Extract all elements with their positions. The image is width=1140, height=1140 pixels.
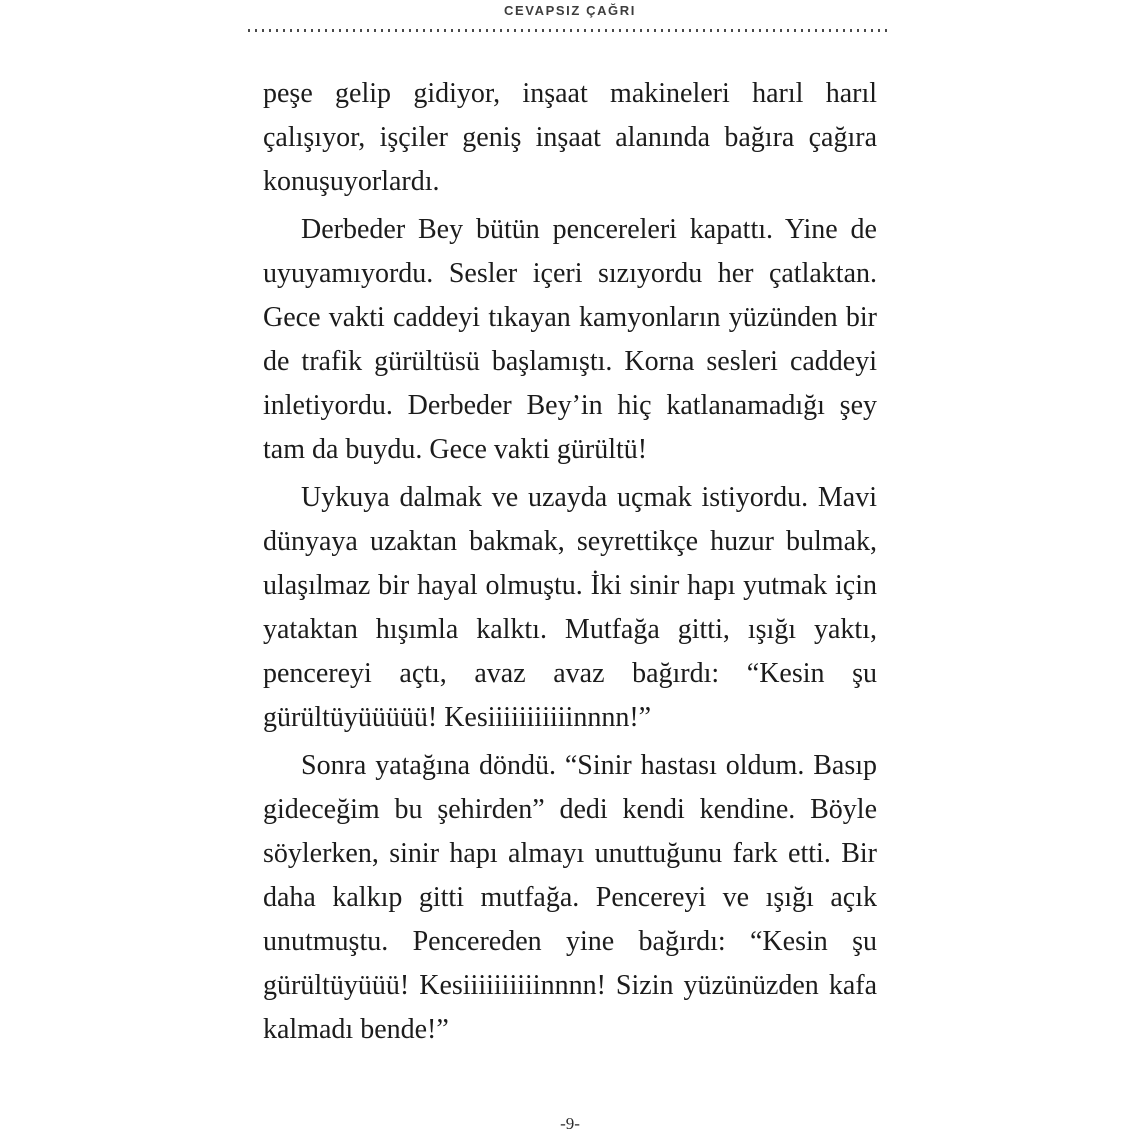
page-number: -9- (560, 1114, 580, 1133)
body-text-block (263, 72, 877, 1052)
running-header: CEVAPSIZ ÇAĞRI (504, 3, 636, 18)
paragraph: Derbeder Bey bütün pencereleri kapattı. Yine de uyuyamıyordu. Sesler içeri sızıyordu her çatlaktan. Gece vakti caddeyi tıkayan kamyonların yüzünden bir de trafik gürültüsü başlamıştı. Korna sesleri caddeyi inletiyordu. Derbeder Bey’in hiç katlanamadığı şey tam da buydu. Gece vakti gürültü! (263, 214, 877, 465)
paragraph-continuation: peşe gelip gidiyor, inşaat makineleri harıl harıl çalışıyor, işçiler geniş inşaat alanında bağıra çağıra konuşuyorlardı. (263, 78, 877, 197)
paragraph: Sonra yatağına döndü. “Sinir hastası oldum. Basıp gideceğim bu şehirden” dedi kendi kendine. Böyle söylerken, sinir hapı almayı unuttuğunu fark etti. Bir daha kalkıp gitti mutfağa. Pencereyi ve ışığı açık unutmuştu. Pencereden yine bağırdı: “Kesin şu gürültüyüüü! Kesiiiiiiiiiinnnn! Sizin yüzünüzden kafa kalmadı bende!” (263, 750, 877, 1045)
paragraph: Uykuya dalmak ve uzayda uçmak istiyordu. Mavi dünyaya uzaktan bakmak, seyrettikçe huzur bulmak, ulaşılmaz bir hayal olmuştu. İki sinir hapı yutmak için yataktan hışımla kalktı. Mutfağa gitti, ışığı yaktı, pencereyi açtı, avaz avaz bağırdı: “Kesin şu gürültüyüüüüü! Kesiiiiiiiiiiinnnn!” (263, 482, 877, 733)
header-divider-dotted-rule (248, 29, 892, 32)
